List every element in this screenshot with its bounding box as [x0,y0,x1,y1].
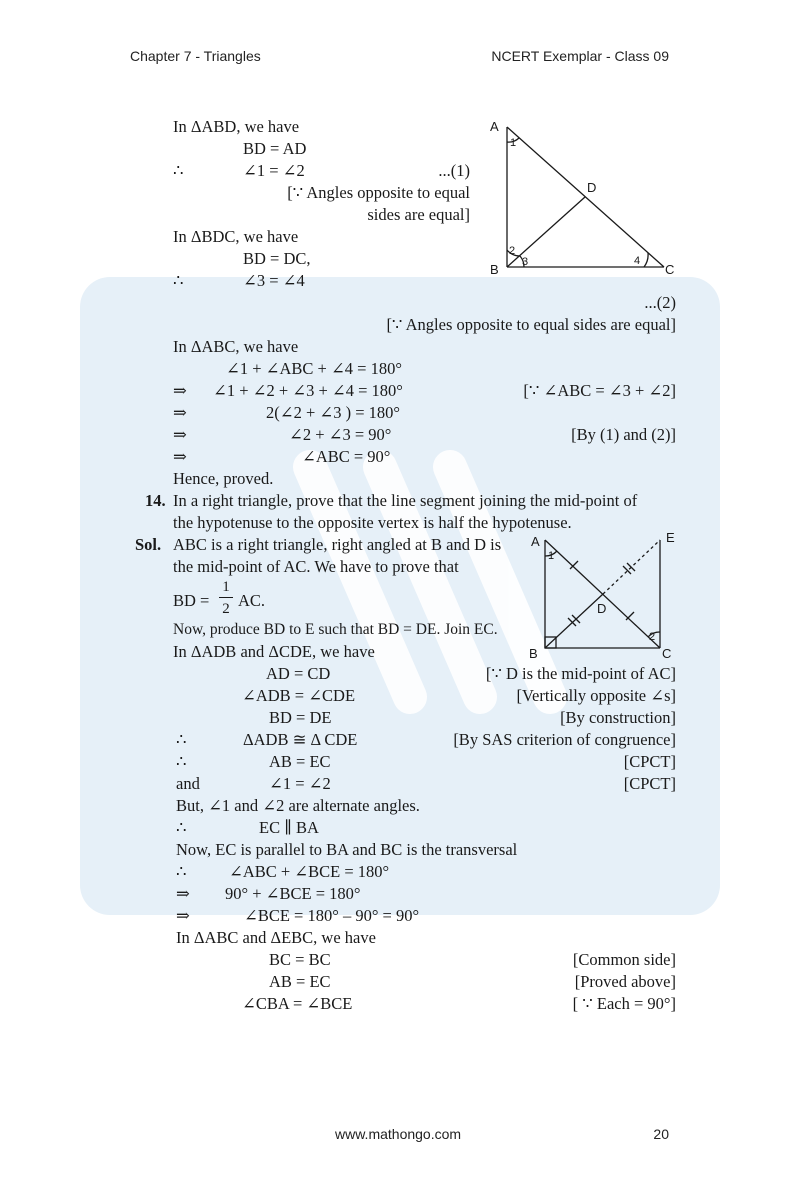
reason-text: [By (1) and (2)] [571,425,676,444]
triangle-figure-2 [527,528,687,663]
statement: AB = EC [269,972,331,991]
vertex-c-label: C [662,646,672,661]
implies-symbol: ⇒ [173,403,187,422]
statement: 90° + ∠BCE = 180° [225,884,361,903]
fraction-bar [219,597,233,598]
proof-line: In ΔABD, we have [173,117,300,136]
statement: AB = EC [269,752,331,771]
proof-line: ∠1 + ∠2 + ∠3 + ∠4 = 180° [213,381,403,400]
proof-line: In ΔABC, we have [173,337,299,356]
equation-number: ...(1) [438,161,470,180]
proof-line: 2(∠2 + ∠3 ) = 180° [266,403,400,422]
statement: ΔADB ≅ Δ CDE [243,730,358,749]
statement: EC ∥ BA [259,818,319,837]
solution-label: Sol. [135,535,162,554]
fraction-lhs: BD = [173,591,210,610]
angle-1-label: 1 [510,137,517,149]
statement: ∠BCE = 180° – 90° = 90° [244,906,420,925]
therefore-symbol: ∴ [176,818,187,837]
triangle-figure-1 [486,116,686,281]
vertex-d-label: D [587,180,597,195]
vertex-d-label: D [597,601,607,616]
reason-text: [∵ Angles opposite to equal sides are equal] [386,315,676,334]
vertex-a-label: A [490,119,499,134]
reason-text: [CPCT] [623,752,676,771]
vertex-b-label: B [490,262,499,277]
question-text: In a right triangle, prove that the line segment joining the mid-point of [173,491,638,510]
vertex-b-label: B [529,646,538,661]
equation-number: ...(2) [644,293,676,312]
reason-text: sides are equal] [367,205,470,224]
reason-text: [∵ Angles opposite to equal [287,183,470,202]
angle-2-label: 2 [649,631,656,643]
therefore-symbol: ∴ [176,730,187,749]
therefore-symbol: ∴ [173,161,184,180]
implies-symbol: ⇒ [176,906,190,925]
statement: ∠ABC + ∠BCE = 180° [229,862,390,881]
statement: ∠1 = ∠2 [269,774,331,793]
proof-line: BD = AD [243,139,307,158]
proof-line: ∠2 + ∠3 = 90° [289,425,392,444]
footer-website: www.mathongo.com [335,1126,462,1142]
solution-text: In ΔADB and ΔCDE, we have [173,642,375,661]
fraction-denominator: 2 [222,601,230,617]
therefore-symbol: ∴ [173,271,184,290]
implies-symbol: ⇒ [173,447,187,466]
implies-symbol: ⇒ [173,425,187,444]
reason-text: [By construction] [560,708,676,727]
solution-text: But, ∠1 and ∠2 are alternate angles. [176,796,420,815]
proof-line: ∠1 + ∠ABC + ∠4 = 180° [226,359,402,378]
vertex-c-label: C [665,262,675,277]
book-title: NCERT Exemplar - Class 09 [491,48,669,64]
reason-text: [ ∵ Each = 90°] [572,994,676,1013]
solution-text: Now, EC is parallel to BA and BC is the transversal [176,840,518,859]
angle-4-label: 4 [634,255,641,267]
reason-text: [By SAS criterion of congruence] [453,730,676,749]
proof-line: Hence, proved. [173,469,274,488]
reason-text: [∵ D is the mid-point of AC] [485,664,676,683]
proof-line: ∠ABC = 90° [302,447,391,466]
page-number: 20 [653,1126,669,1142]
fraction-numerator: 1 [222,579,230,595]
reason-text: [Vertically opposite ∠s] [516,686,676,705]
reason-text: [Common side] [572,950,676,969]
proof-line: ∠1 = ∠2 [243,161,305,180]
proof-line: In ΔBDC, we have [173,227,299,246]
proof-line: BD = DC, [243,249,311,268]
angle-2-label: 2 [509,245,516,257]
question-text: the hypotenuse to the opposite vertex is half the hypotenuse. [173,513,572,532]
therefore-symbol: ∴ [176,862,187,881]
solution-text: the mid-point of AC. We have to prove that [173,557,459,576]
statement: AD = CD [266,664,331,683]
statement: BC = BC [269,950,331,969]
reason-text: [∵ ∠ABC = ∠3 + ∠2] [523,381,676,400]
statement: BD = DE [269,708,332,727]
vertex-e-label: E [666,530,675,545]
vertex-a-label: A [531,534,540,549]
reason-text: [CPCT] [623,774,676,793]
chapter-title: Chapter 7 - Triangles [130,48,261,64]
conjunction: and [176,774,200,793]
proof-line: ∠3 = ∠4 [243,271,305,290]
angle-3-label: 3 [522,256,529,268]
solution-text: ABC is a right triangle, right angled at B and D is [173,535,502,554]
implies-symbol: ⇒ [176,884,190,903]
implies-symbol: ⇒ [173,381,187,400]
solution-text: In ΔABC and ΔEBC, we have [176,928,376,947]
statement: ∠CBA = ∠BCE [242,994,353,1013]
question-number: 14. [145,491,166,510]
fraction-rhs: AC. [238,591,266,610]
therefore-symbol: ∴ [176,752,187,771]
angle-1-label: 1 [548,550,555,562]
statement: ∠ADB = ∠CDE [242,686,356,705]
solution-text: Now, produce BD to E such that BD = DE. Join EC. [173,621,498,638]
reason-text: [Proved above] [574,972,676,991]
